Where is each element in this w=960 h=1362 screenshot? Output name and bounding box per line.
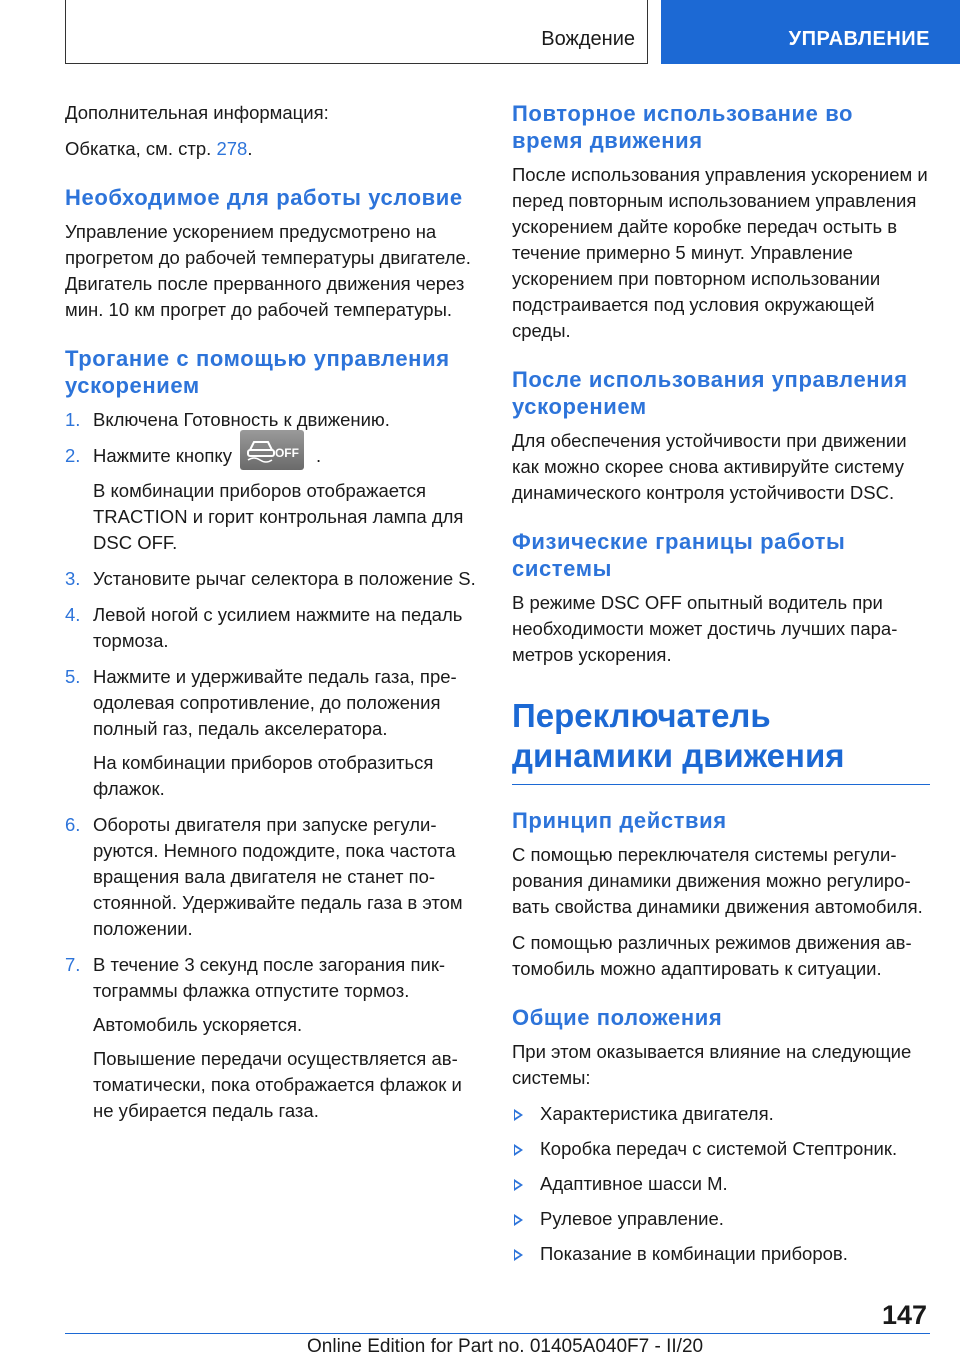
step-number: 3. <box>65 568 81 590</box>
info-line: Обкатка, см. стр. 278. <box>65 138 253 159</box>
step-number: 6. <box>65 814 81 836</box>
paragraph-conditions: Управление ускорением предусмотрено на прогретом до рабочей температуры двигателе. Двигатель после прерванного движения через мин. 10 км прогрет до рабочей температуры. <box>65 221 471 320</box>
header-chapter-title: УПРАВЛЕНИЕ <box>788 28 930 50</box>
right-column <box>512 100 930 1276</box>
page-number: 147 <box>881 1300 927 1330</box>
button-off-text: OFF <box>274 446 299 461</box>
list-item <box>65 407 477 433</box>
step-text: Включена Готовность к движению. <box>93 409 390 430</box>
triangle-bullet-icon <box>514 1144 523 1156</box>
step-number: 4. <box>65 604 81 626</box>
footer-divider <box>65 1333 930 1334</box>
step-text: Нажмите и удерживайте педаль газа, преодолевая сопротивление, до положения полный газ, педаль акселератора. <box>93 666 457 740</box>
step-number: 2. <box>65 445 81 466</box>
list-item: Рулевое управление. <box>512 1206 930 1232</box>
step-note: В комбинации приборов отображается TRACTION и горит контрольная лампа для DSC OFF. <box>93 480 464 554</box>
step-text: В течение 3 секунд после загорания пиктограммы флажка отпустите тормоз. <box>93 954 446 1002</box>
triangle-bullet-icon <box>514 1249 523 1261</box>
heading-driving-dynamics-switch: Переключатель динамики движения <box>512 696 930 785</box>
info-text: Обкатка, см. стр. <box>65 138 212 159</box>
list-item <box>65 602 477 654</box>
heading-conditions: Необходимое для работы условие <box>65 185 463 210</box>
list-item: Показание в комбинации приборов. <box>512 1241 930 1267</box>
heading-after-use: После использования управления ускорением <box>512 367 908 419</box>
heading-general: Общие положения <box>512 1005 723 1030</box>
triangle-bullet-icon <box>514 1109 523 1121</box>
header-section-title: Вождение <box>541 28 635 50</box>
step-note: Повышение передачи осуществляется автоматически, пока отображается флажок и не убирается педаль газа. <box>93 1048 462 1122</box>
step-number: 5. <box>65 666 81 688</box>
list-item <box>65 952 477 1124</box>
info-label: Дополнительная информация: <box>65 102 329 123</box>
step-note: Автомобиль ускоряется. <box>93 1014 303 1036</box>
triangle-bullet-icon <box>514 1214 523 1226</box>
step-after: . <box>315 445 322 466</box>
step-text: Нажмите кнопку <box>93 445 232 466</box>
paragraph-reuse: После использования управления ускорением и перед повторным использованием управления ускорением дайте коробке передач остыть в течение примерно 5 минут. Управление ускорением при повторном использовании подстраивается под условия окружающей среды. <box>512 164 928 341</box>
list-item <box>65 812 477 942</box>
heading-start: Трогание с помощью управления ускорением <box>65 346 450 398</box>
heading-limits: Физические границы работы системы <box>512 529 846 581</box>
step-text: Левой ногой с усилием нажмите на педаль тормоза. <box>93 604 463 652</box>
systems-list <box>512 1101 930 1267</box>
heading-reuse: Повторное использование во время движения <box>512 101 854 153</box>
left-column <box>65 100 477 1134</box>
paragraph-principle-2: С помощью различных режимов движения автомобиль можно адаптировать к ситуации. <box>512 932 912 979</box>
footer-edition: Online Edition for Part no. 01405A040F7 - II/20 <box>307 1336 704 1357</box>
list-item <box>65 664 477 802</box>
step-number: 1. <box>65 409 81 430</box>
step-number: 7. <box>65 954 81 976</box>
page-link[interactable]: 278 <box>216 138 248 159</box>
list-item: Адаптивное шасси M. <box>512 1171 930 1197</box>
step-text: Обороты двигателя при запуске регулируются. Немного подождите, пока частота вращения вала двигателя не станет постоянной. Удерживайте педаль газа в этом положении. <box>93 814 463 940</box>
step-note: На комбинации приборов отобразиться флажок. <box>93 752 434 800</box>
dsc-off-button-icon <box>240 430 304 470</box>
paragraph-after-use: Для обеспечения устойчивости при движении как можно скорее снова активируйте систему динамического контроля устойчивости DSC. <box>512 430 907 503</box>
list-item: Коробка передач с системой Стептроник. <box>512 1136 930 1162</box>
paragraph-general: При этом оказывается влияние на следующие системы: <box>512 1041 912 1088</box>
step-text: Установите рычаг селектора в положение S. <box>93 568 476 590</box>
list-item: Характеристика двигателя. <box>512 1101 930 1127</box>
paragraph-principle-1: С помощью переключателя системы регулирования динамики движения можно регулировать свойства динамики движения автомобиля. <box>512 844 923 917</box>
list-item <box>65 443 477 556</box>
heading-principle: Принцип действия <box>512 808 727 833</box>
list-item <box>65 566 477 592</box>
steps-list <box>65 407 477 1124</box>
header-chapter-box <box>661 0 960 64</box>
paragraph-limits: В режиме DSC OFF опытный водитель при необходимости может достичь лучших параметров ускорения. <box>512 592 898 665</box>
triangle-bullet-icon <box>514 1179 523 1191</box>
header-section-box <box>65 0 648 64</box>
